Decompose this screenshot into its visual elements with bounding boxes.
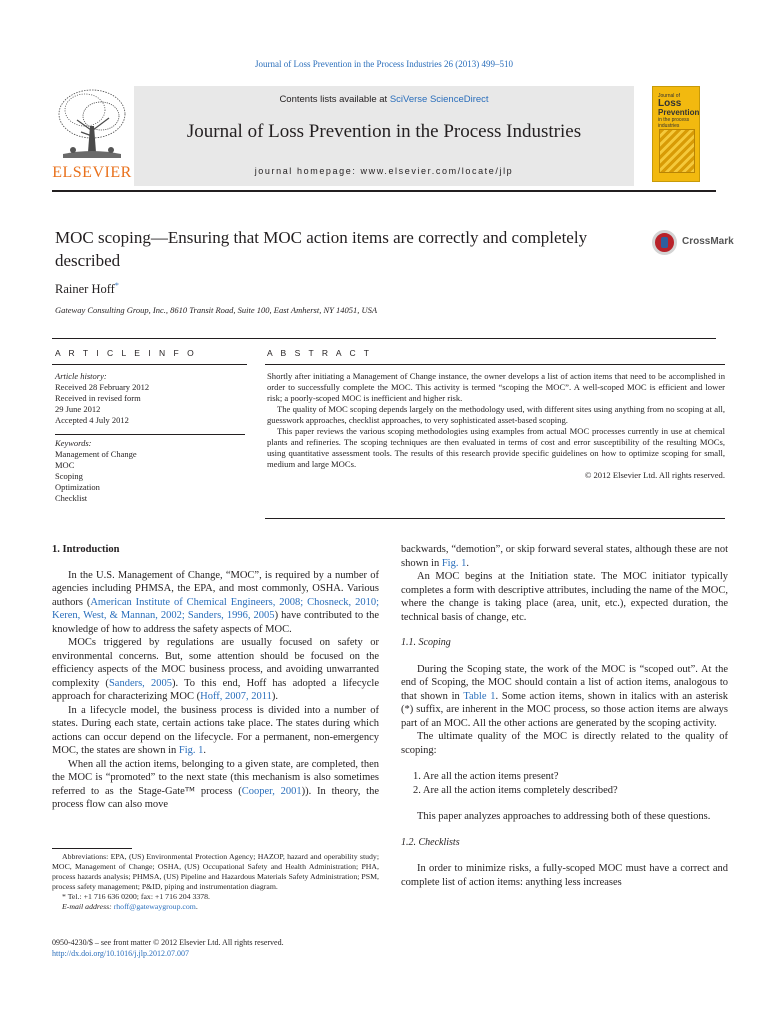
abstract-rule xyxy=(265,364,725,365)
contact-footnote: * Tel.: +1 716 636 0200; fax: +1 716 204 3378. xyxy=(62,892,211,901)
list-item: 2. Are all the action items completely described? xyxy=(413,784,618,796)
citation-link[interactable]: Cooper, 2001 xyxy=(241,785,302,797)
body-paragraph: In order to minimize risks, a fully-scoped MOC must have a correct and complete list of action items: anything less increases xyxy=(401,863,728,888)
citation-link[interactable]: American Institute of Chemical Engineers, 2008; Chosneck, 2010; Keren, West, & Mannan, 2002; Sanders, 1996, 2005 xyxy=(52,596,379,621)
contents-line xyxy=(134,94,634,105)
journal-cover[interactable] xyxy=(652,86,700,182)
body-paragraph: During the Scoping state, the work of the MOC is “scoped out”. At the end of Scoping, the MOC should contain a list of action items, analogous to that shown in Table 1. Some action items, shown in italics with an asterisk (*) suffix, are inherent in the MOC process, so those action items are always part of an MOC. All the other actions are generated by the scoping activity. xyxy=(401,663,728,729)
footnotes xyxy=(52,848,379,912)
body-paragraph: An MOC begins at the Initiation state. The MOC initiator typically completes a form with descriptive attributes, including the name of the MOC, where the change is taking place (area, unit, etc.), expected duration, the technical basis of change, etc. xyxy=(401,571,728,623)
article-info xyxy=(55,371,245,504)
elsevier-logo[interactable] xyxy=(52,86,132,186)
footnote-rule xyxy=(52,848,132,849)
info-rule xyxy=(52,364,247,365)
cover-line-1: Journal of xyxy=(658,93,680,99)
journal-banner xyxy=(134,86,634,186)
doi-link[interactable]: http://dx.doi.org/10.1016/j.jlp.2012.07.007 xyxy=(52,949,189,958)
history-label: Article history: xyxy=(55,371,107,381)
section-heading-introduction: 1. Introduction xyxy=(52,544,120,555)
crossmark-icon xyxy=(652,230,677,255)
elsevier-tree-icon xyxy=(55,86,129,164)
author-text: Rainer Hoff xyxy=(55,282,115,297)
journal-citation[interactable]: Journal of Loss Prevention in the Process Industries 26 (2013) 499–510 xyxy=(255,59,513,69)
abstract-bottom-rule xyxy=(265,518,725,519)
meta-divider xyxy=(52,338,716,339)
email-footnote: E-mail address: rhoff@gatewaygroup.com. xyxy=(62,902,198,911)
keyword-item: Management of Change xyxy=(55,449,137,459)
cover-image xyxy=(659,129,695,173)
figure-link[interactable]: Fig. 1 xyxy=(178,745,204,756)
abstract-paragraph: This paper reviews the various scoping methodologies using examples from actual MOC processes currently in use at chemical plants and refineries. The scoping techniques are then evaluated in terms of cost and error susceptibility of the resulting MOCs, using quantitative assessment tools. The results of this research provide specific guidelines on how to optimize scoping for small, medium and large MOCs. xyxy=(267,426,725,469)
section-heading-checklists: 1.2. Checklists xyxy=(401,836,460,848)
history-item: Accepted 4 July 2012 xyxy=(55,415,129,425)
crossmark-label: CrossMark xyxy=(682,236,734,247)
body-paragraph: When all the action items, belonging to a given state, are completed, then the MOC is “promoted” to the next state (this mechanism is also sometimes referred to as the Stage-Gate™ process (Cooper, 2001)). In theory, the process flow can also move xyxy=(52,758,379,810)
article-title: MOC scoping—Ensuring that MOC action items are correctly and completely described xyxy=(55,228,588,270)
abstract-body xyxy=(267,371,725,481)
abbreviations-footnote: Abbreviations: EPA, (US) Environmental Protection Agency; HAZOP, hazard and operability study; MOC, Management of Change; OSHA, (US) Occupational Safety and Health Administration; PHA, process hazards analysis; PHMSA, (US) Pipeline and Hazardous Materials Safety Administration; PSM, process safety management; P&ID, piping and instrumentation diagram. xyxy=(52,852,379,891)
history-item: Received in revised form xyxy=(55,393,141,403)
email-link[interactable]: rhoff@gatewaygroup.com xyxy=(113,902,196,911)
section-heading-scoping: 1.1. Scoping xyxy=(401,637,451,648)
abstract-paragraph: The quality of MOC scoping depends largely on the methodology used, with different sites using anything from no scoping at all, guesswork approaches, checklist approaches, to very sophisticated asset-based scoping. xyxy=(267,404,725,425)
citation-link[interactable]: Hoff, 2007, 2011 xyxy=(200,691,272,702)
issn-line: 0950-4230/$ – see front matter © 2012 Elsevier Ltd. All rights reserved. xyxy=(52,938,284,947)
body-paragraph: In a lifecycle model, the business process is divided into a number of states. During each state, certain actions take place. The states during which actions can occur depend on the lifecycle. For a permanent, non-emergency MOC, the states are shown in Fig. 1. xyxy=(52,704,379,756)
abstract-copyright: © 2012 Elsevier Ltd. All rights reserved. xyxy=(584,470,725,480)
author-affiliation: Gateway Consulting Group, Inc., 8610 Transit Road, Suite 100, East Amherst, NY 14051, USA xyxy=(55,305,378,315)
elsevier-wordmark: ELSEVIER xyxy=(52,164,132,181)
citation-link[interactable]: Sanders, 2005 xyxy=(108,677,172,689)
article-meta-footer xyxy=(52,937,379,959)
article-info-heading: A R T I C L E I N F O xyxy=(55,348,197,358)
body-paragraph: The ultimate quality of the MOC is directly related to the quality of scoping: xyxy=(401,731,728,756)
author-name xyxy=(55,281,119,297)
crossmark-badge[interactable] xyxy=(652,230,732,260)
cover-line-2: Loss xyxy=(658,98,682,109)
journal-homepage[interactable]: journal homepage: www.elsevier.com/locate/jlp xyxy=(254,166,514,176)
keyword-item: Optimization xyxy=(55,482,100,492)
list-item: 1. Are all the action items present? xyxy=(413,771,559,782)
table-link[interactable]: Table 1 xyxy=(463,690,496,702)
cover-line-3: Prevention xyxy=(658,108,700,117)
body-paragraph: This paper analyzes approaches to addressing both of these questions. xyxy=(417,811,711,822)
abstract-heading: A B S T R A C T xyxy=(267,348,373,358)
cover-title xyxy=(658,93,699,129)
contents-prefix: Contents lists available at xyxy=(279,94,390,105)
journal-title: Journal of Loss Prevention in the Process Industries xyxy=(186,121,582,142)
body-column-right xyxy=(401,543,728,889)
body-paragraph: backwards, “demotion”, or skip forward several states, although these are not shown in Fig. 1. xyxy=(401,544,728,569)
history-item: Received 28 February 2012 xyxy=(55,382,150,392)
question-list xyxy=(401,770,728,797)
journal-header xyxy=(52,86,716,188)
keyword-item: Scoping xyxy=(55,471,83,481)
body-paragraph: In the U.S. Management of Change, “MOC”, is required by a number of agencies including PHMSA, the EPA, and most commonly, OSHA. Various authors (American Institute of Chemical Engineers, 2008; Chosneck, 2010; Keren, West, & Mannan, 2002; Sanders, 1996, 2005) have contributed to the knowledge of how to address the safety aspects of MOC. xyxy=(52,569,379,635)
keyword-item: MOC xyxy=(55,460,75,470)
author-footnote-mark[interactable]: * xyxy=(114,281,119,290)
cover-line-4: in the process industries xyxy=(658,117,690,129)
body-paragraph: MOCs triggered by regulations are usually focused on safety or environmental concerns. But, some attention should be focused on the efficiency aspects of the MOC business process, and avoiding unwarranted complexity (Sanders, 2005). To this end, Hoff has adopted a lifecycle approach for characterizing MOC (Hoff, 2007, 2011). xyxy=(52,637,379,702)
history-item: 29 June 2012 xyxy=(55,404,101,414)
body-column-left xyxy=(52,543,379,812)
figure-link[interactable]: Fig. 1 xyxy=(441,557,467,569)
keywords-rule xyxy=(55,434,245,435)
header-divider xyxy=(52,190,716,192)
keyword-item: Checklist xyxy=(55,493,88,503)
keywords-label: Keywords: xyxy=(55,438,92,448)
sciverse-link[interactable]: SciVerse ScienceDirect xyxy=(389,94,489,105)
abstract-paragraph: Shortly after initiating a Management of Change instance, the owner develops a list of action items that need to be accomplished in order to successfully complete the MOC. This activity is termed “scoping the MOC”. A well-scoped MOC is efficient and lower risk; a poorly-scoped MOC is inefficient and higher risk. xyxy=(267,371,725,403)
